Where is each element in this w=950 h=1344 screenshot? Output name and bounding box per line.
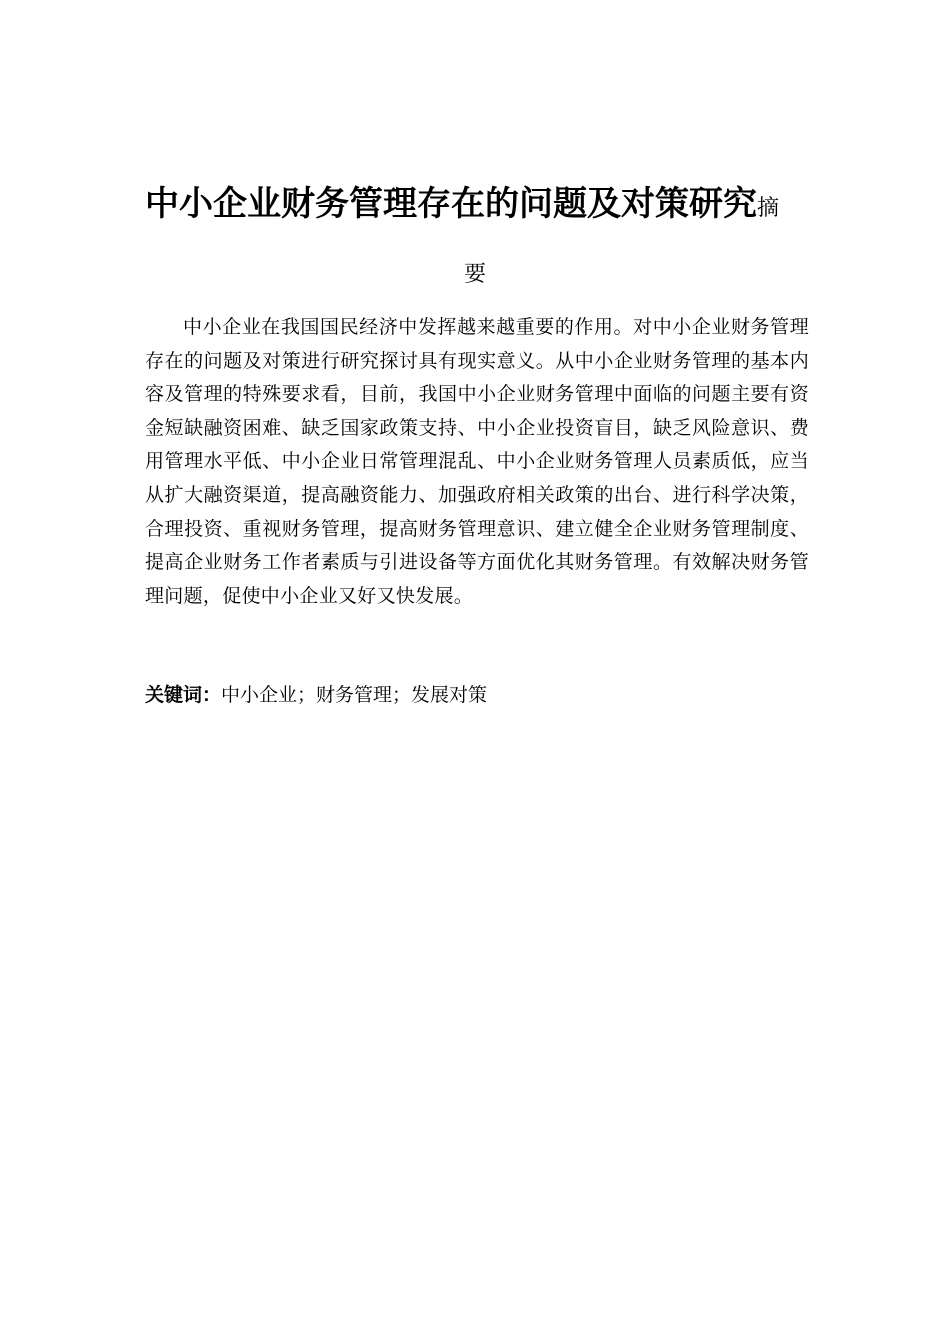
title-tail: 摘 — [757, 196, 782, 221]
keywords — [145, 680, 809, 710]
title-wrap: 要 — [464, 262, 487, 287]
title-main: 中小企业财务管理存在的问题及对策研究 — [145, 184, 757, 224]
abstract-body: 中小企业在我国国民经济中发挥越来越重要的作用。对中小企业财务管理存在的问题及对策进行研究探讨具有现实意义。从中小企业财务管理的基本内容及管理的特殊要求看，目前，我国中小企业财务管理中面临的问题主要有资金短缺融资困难、缺乏国家政策支持、中小企业投资盲目，缺乏风险意识、费用管理水平低、中小企业日常管理混乱、中小企业财务管理人员素质低，应当从扩大融资渠道，提高融资能力、加强政府相关政策的出台、进行科学决策，合理投资、重视财务管理，提高财务管理意识、建立健全企业财务管理制度、提高企业财务工作者素质与引进设备等方面优化其财务管理。有效解决财务管理问题，促使中小企业又好又快发展。 — [145, 316, 809, 607]
keywords-value: 中小企业；财务管理；发展对策 — [221, 684, 488, 706]
page-title — [145, 184, 845, 229]
keywords-label: 关键词： — [145, 684, 222, 706]
